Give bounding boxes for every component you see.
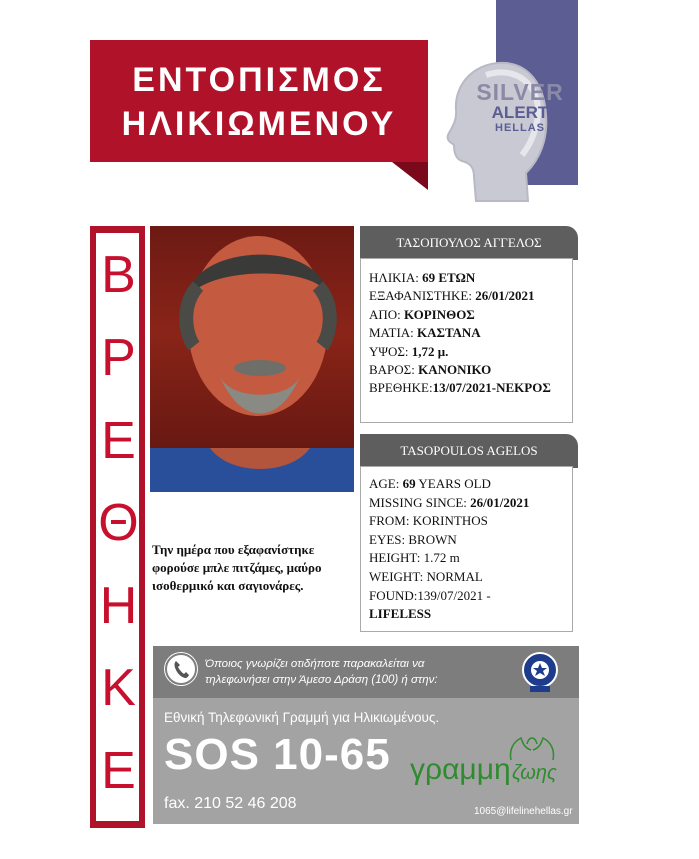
info-line-from: FROM: KORINTHOS [369, 513, 488, 529]
info-line-missing: ΕΞΑΦΑΝΙΣΤΗΚΕ: 26/01/2021 [369, 288, 535, 304]
info-line-from: ΑΠΟ: ΚΟΡΙΝΘΟΣ [369, 306, 475, 322]
found-letter: Ε [101, 412, 136, 470]
found-letter: Η [99, 577, 138, 635]
info-line-eyes: ΜΑΤΙΑ: ΚΑΣΤΑΝΑ [369, 325, 481, 341]
greek-name-header: ΤΑΣΟΠΟΥΛΟΣ ΑΓΓΕΛΟΣ [360, 226, 578, 260]
info-line-height: HEIGHT: 1.72 m [369, 550, 460, 566]
logo-line-2: ALERT [491, 103, 549, 122]
banner-fold [392, 162, 428, 190]
info-line-height: ΥΨΟΣ: 1,72 μ. [369, 343, 449, 359]
english-info-box [360, 466, 573, 632]
sos-number: SOS 10-65 [164, 730, 391, 779]
greek-info-box [360, 258, 573, 423]
found-letter: Ε [101, 742, 136, 800]
found-letter: Β [101, 246, 136, 304]
info-line-missing: MISSING SINCE: 26/01/2021 [369, 494, 530, 510]
silver-alert-logo [475, 80, 565, 134]
hotline-title: Εθνική Τηλεφωνική Γραμμή για Ηλικιωμένους. [164, 710, 440, 725]
found-word [95, 232, 140, 822]
hands-icon [505, 730, 559, 762]
lifeline-brand-word: γραμμη [410, 753, 511, 786]
found-letter: Κ [101, 659, 136, 717]
police-emblem-icon [520, 650, 560, 694]
info-line-found: ΒΡΕΘΗΚΕ:13/07/2021-ΝΕΚΡΟΣ [369, 380, 551, 396]
call-instructions: Όποιος γνωρίζει οτιδήποτε παρακαλείται να τηλεφωνήσει στην Άμεσο Δράση (100) ή στην: [205, 658, 438, 686]
info-line-age: AGE: 69 YEARS OLD [369, 476, 491, 491]
person-photo [150, 226, 354, 492]
clothing-note: Την ημέρα που εξαφανίστηκε φορούσε μπλε πιτζάμες, μαύρο ισοθερμικό και σαγιονάρες. [152, 542, 322, 593]
fax-number: fax. 210 52 46 208 [164, 795, 297, 812]
lifeline-brand-word-2: ζωης [512, 762, 557, 784]
logo-line-1: SILVER [476, 79, 564, 105]
found-letter: Ρ [101, 329, 136, 387]
info-line-age: ΗΛΙΚΙΑ: 69 ΕΤΩΝ [369, 270, 476, 285]
info-line-eyes: EYES: BROWN [369, 531, 457, 547]
info-line-found: FOUND:139/07/2021 - [369, 587, 491, 603]
phone-icon [164, 652, 198, 686]
logo-line-3: HELLAS [495, 122, 545, 134]
title-banner [90, 40, 428, 162]
title-line-1: ΕΝΤΟΠΙΣΜΟΣ [132, 61, 386, 99]
english-name-header: TASOPOULOS AGELOS [360, 434, 578, 468]
found-letter: Θ [98, 494, 139, 552]
title-line-2: ΗΛΙΚΙΩΜΕΝΟΥ [121, 105, 397, 143]
contact-email: 1065@lifelinehellas.gr [474, 806, 573, 817]
info-line-weight: WEIGHT: NORMAL [369, 568, 483, 584]
info-line-found-status: LIFELESS [369, 606, 432, 622]
info-line-weight: ΒΑΡΟΣ: ΚΑΝΟΝΙΚΟ [369, 362, 492, 378]
